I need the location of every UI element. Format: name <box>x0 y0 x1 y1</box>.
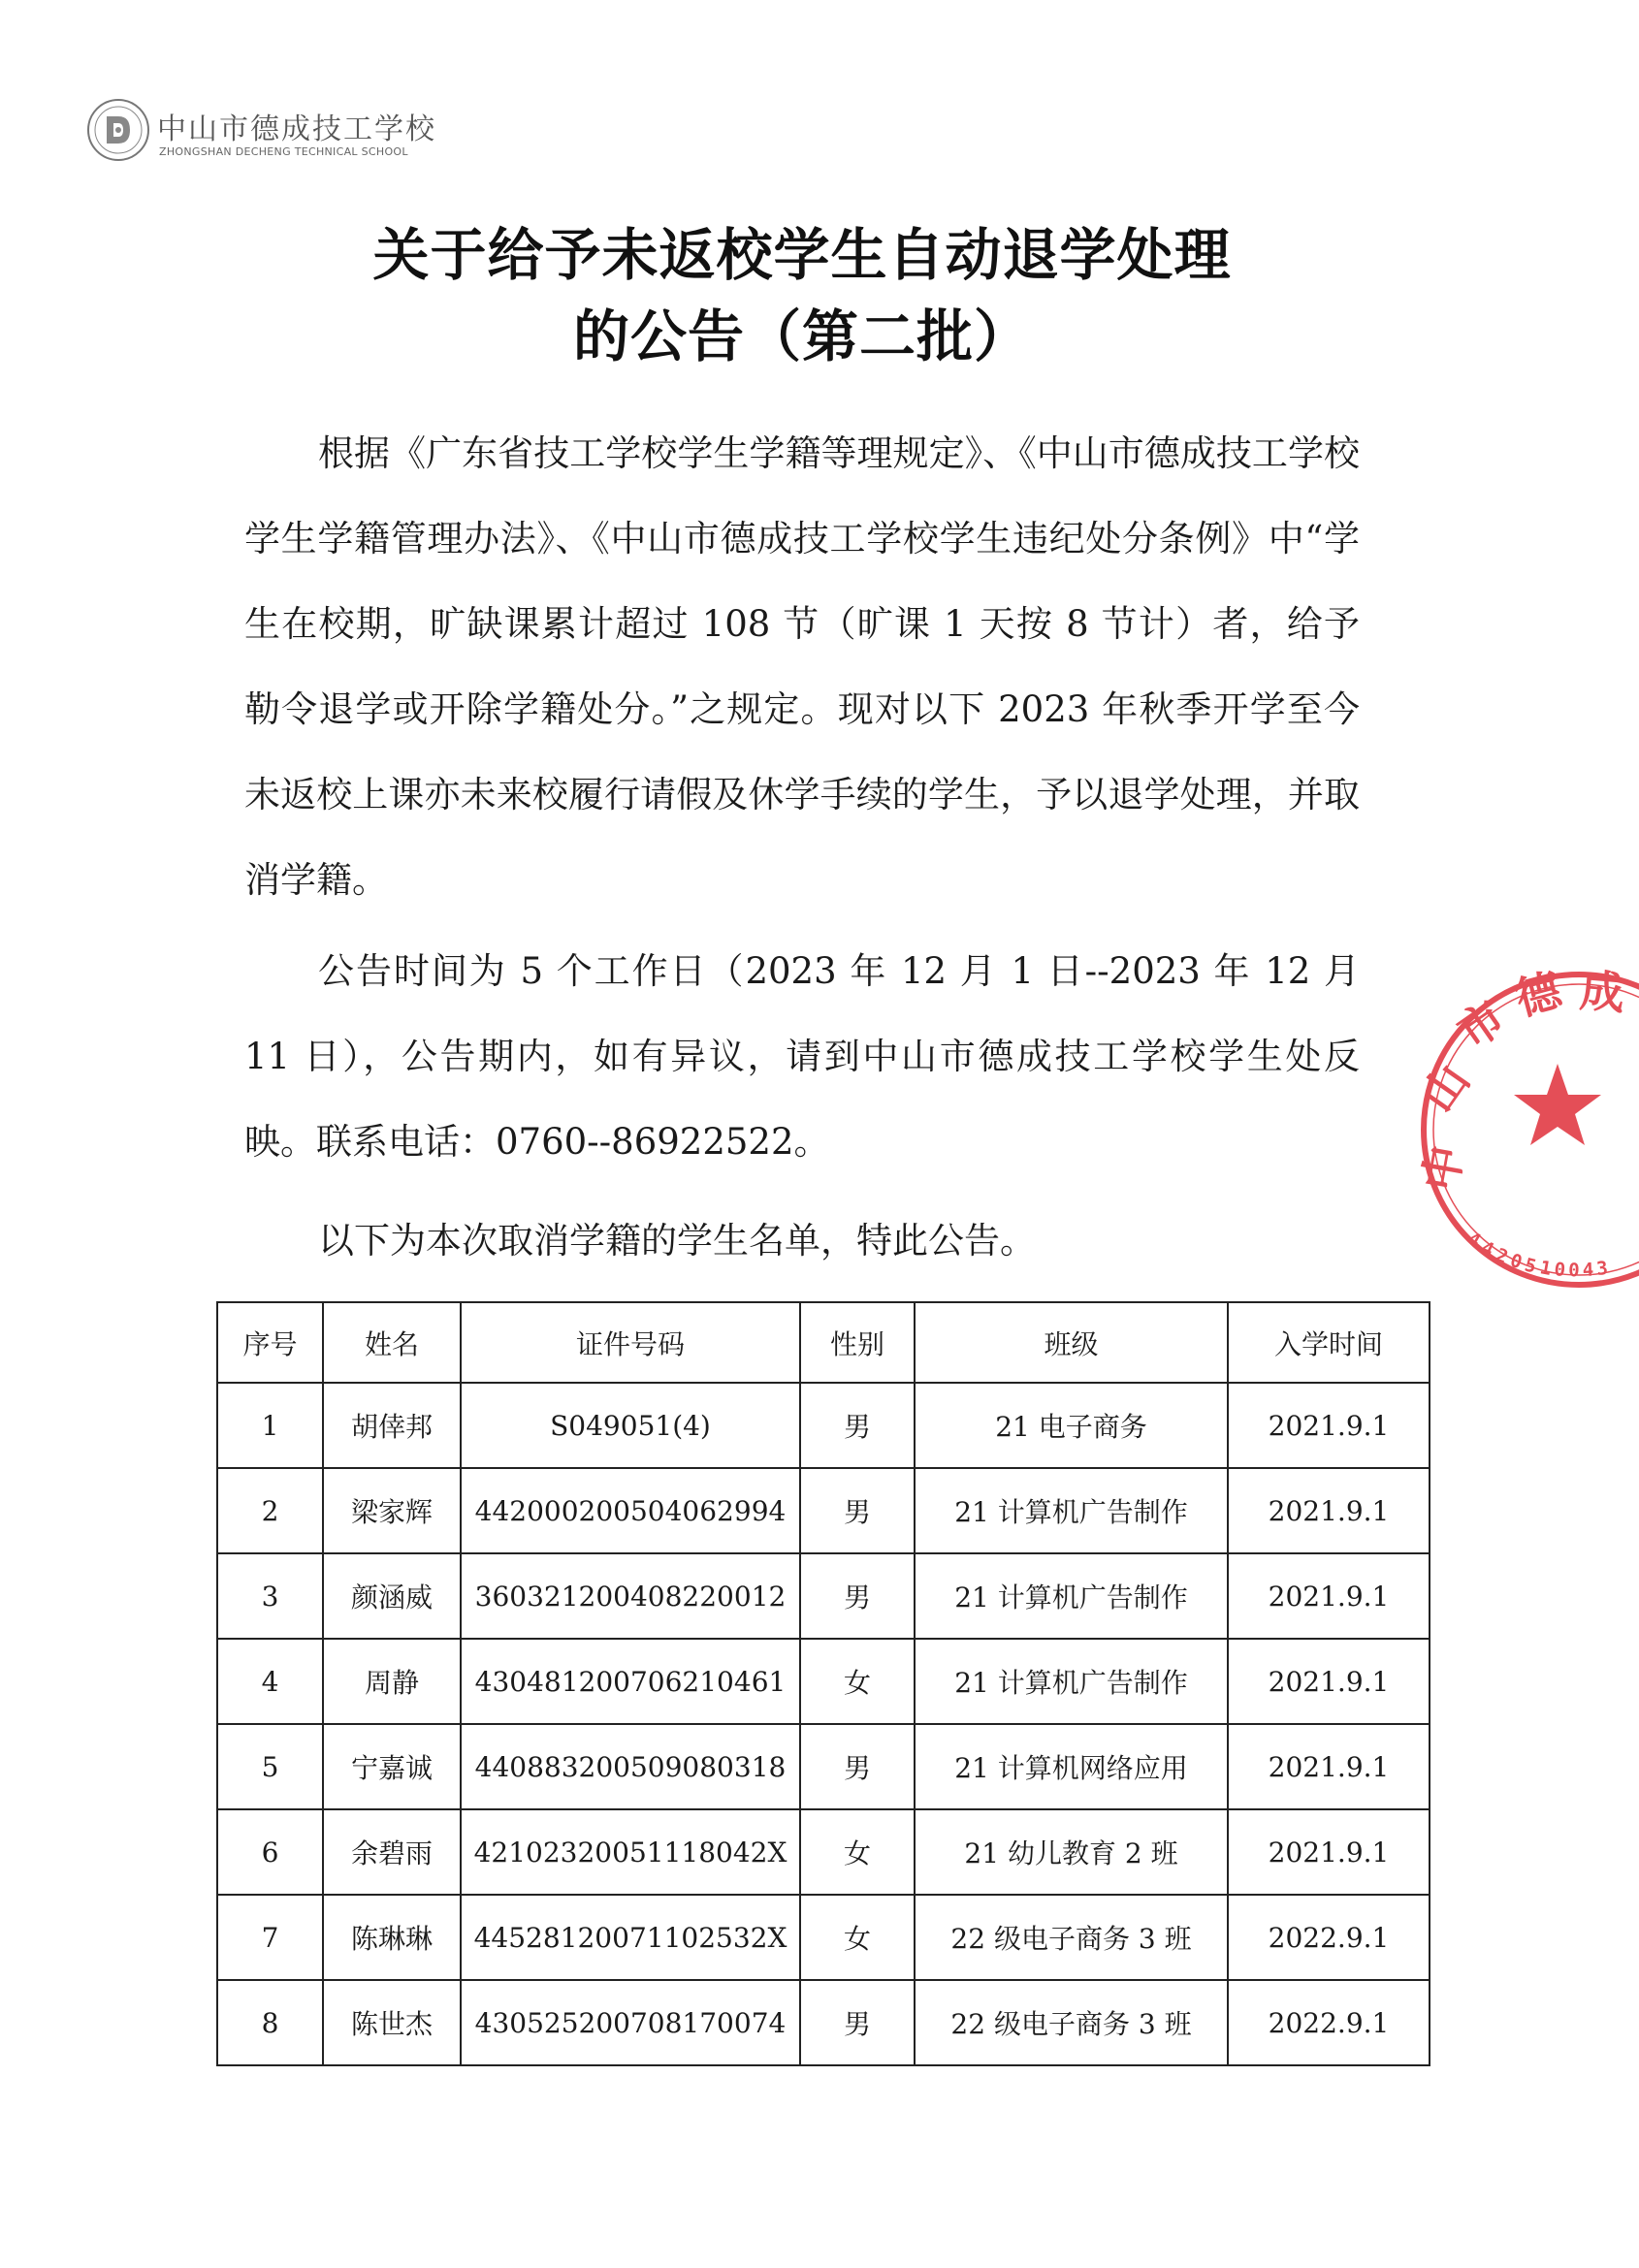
cell-gender: 男 <box>800 1980 915 2065</box>
table-row <box>217 1468 1430 1553</box>
cell-id-number: 44528120071102532X <box>461 1895 800 1980</box>
cell-seq: 3 <box>217 1553 323 1639</box>
svg-text:2: 2 <box>1493 1244 1511 1268</box>
cell-id-number: 430481200706210461 <box>461 1639 800 1724</box>
cell-gender: 女 <box>800 1809 915 1895</box>
cell-class: 21 计算机网络应用 <box>915 1724 1228 1809</box>
school-emblem-icon <box>85 97 151 163</box>
cell-name: 颜涵威 <box>323 1553 461 1639</box>
svg-text:4: 4 <box>1582 1259 1594 1281</box>
cell-seq: 4 <box>217 1639 323 1724</box>
svg-text:4: 4 <box>1463 1228 1485 1253</box>
cell-class: 21 计算机广告制作 <box>915 1468 1228 1553</box>
svg-text:市: 市 <box>1448 990 1515 1060</box>
cell-id-number: S049051(4) <box>461 1383 800 1468</box>
table-row <box>217 1809 1430 1895</box>
cell-class: 22 级电子商务 3 班 <box>915 1895 1228 1980</box>
svg-text:5: 5 <box>1522 1254 1539 1278</box>
cell-enroll-date: 2021.9.1 <box>1228 1553 1430 1639</box>
cell-enroll-date: 2021.9.1 <box>1228 1468 1430 1553</box>
cell-name: 陈世杰 <box>323 1980 461 2065</box>
school-logo <box>85 97 434 167</box>
cell-class: 21 计算机广告制作 <box>915 1553 1228 1639</box>
paragraph-list-intro: 以下为本次取消学籍的学生名单，特此公告。 <box>318 1220 1036 1262</box>
cell-enroll-date: 2022.9.1 <box>1228 1895 1430 1980</box>
svg-text:4: 4 <box>1477 1236 1497 1262</box>
cell-gender: 男 <box>800 1383 915 1468</box>
cell-seq: 1 <box>217 1383 323 1468</box>
header-enroll-date: 入学时间 <box>1228 1302 1430 1383</box>
cell-gender: 女 <box>800 1895 915 1980</box>
cell-gender: 男 <box>800 1553 915 1639</box>
cell-seq: 7 <box>217 1895 323 1980</box>
cell-gender: 男 <box>800 1468 915 1553</box>
svg-text:山: 山 <box>1410 1054 1480 1122</box>
table-row <box>217 1980 1430 2065</box>
cell-name: 余碧雨 <box>323 1809 461 1895</box>
header-name: 姓名 <box>323 1302 461 1383</box>
svg-text:中: 中 <box>1413 1141 1473 1195</box>
cell-name: 周静 <box>323 1639 461 1724</box>
cell-id-number: 442000200504062994 <box>461 1468 800 1553</box>
cell-name: 宁嘉诚 <box>323 1724 461 1809</box>
header-class: 班级 <box>915 1302 1228 1383</box>
cell-seq: 5 <box>217 1724 323 1809</box>
cell-enroll-date: 2021.9.1 <box>1228 1639 1430 1724</box>
paragraph-notice-period: 公告时间为 5 个工作日（2023 年 12 月 1 日--2023 年 12 月 11 日），公告期内，如有异议，请到中山市德成技工学校学生处反映。联系电话：0760--86922522。 <box>244 950 1360 1163</box>
cell-id-number: 42102320051118042X <box>461 1809 800 1895</box>
cell-id-number: 430525200708170074 <box>461 1980 800 2065</box>
student-list-table <box>216 1301 1430 2066</box>
cell-id-number: 440883200509080318 <box>461 1724 800 1809</box>
cell-class: 21 幼儿教育 2 班 <box>915 1809 1228 1895</box>
cell-name: 陈琳琳 <box>323 1895 461 1980</box>
cell-gender: 女 <box>800 1639 915 1724</box>
table-header-row <box>217 1302 1430 1383</box>
table-row <box>217 1639 1430 1724</box>
school-name-en: ZHONGSHAN DECHENG TECHNICAL SCHOOL <box>159 145 408 158</box>
cell-class: 22 级电子商务 3 班 <box>915 1980 1228 2065</box>
cell-enroll-date: 2021.9.1 <box>1228 1383 1430 1468</box>
cell-gender: 男 <box>800 1724 915 1809</box>
svg-text:1: 1 <box>1538 1257 1554 1280</box>
table-row <box>217 1383 1430 1468</box>
cell-enroll-date: 2021.9.1 <box>1228 1724 1430 1809</box>
svg-text:0: 0 <box>1567 1260 1581 1282</box>
table-row <box>217 1724 1430 1809</box>
svg-text:3: 3 <box>1595 1257 1609 1280</box>
cell-seq: 8 <box>217 1980 323 2065</box>
svg-text:成: 成 <box>1578 964 1627 1020</box>
header-id-number: 证件号码 <box>461 1302 800 1383</box>
header-seq: 序号 <box>217 1302 323 1383</box>
cell-seq: 6 <box>217 1809 323 1895</box>
paragraph-regulations: 根据《广东省技工学校学生学籍等理规定》、《中山市德成技工学校学生学籍管理办法》、《中山市德成技工学校学生违纪处分条例》中“学生在校期，旷缺课累计超过 108 节（旷课 1 天按 8 节计）者，给予勒令退学或开除学籍处分。”之规定。现对以下 2023 年秋季开学至今未返校上课亦未来校履行请假及休学手续的学生，予以退学处理，并取消学籍。 <box>244 432 1360 901</box>
cell-enroll-date: 2022.9.1 <box>1228 1980 1430 2065</box>
cell-name: 胡倖邦 <box>323 1383 461 1468</box>
school-name-cn: 中山市德成技工学校 <box>157 112 436 146</box>
table-row <box>217 1895 1430 1980</box>
header-gender: 性别 <box>800 1302 915 1383</box>
svg-text:德: 德 <box>1509 963 1567 1026</box>
table-row <box>217 1553 1430 1639</box>
svg-text:0: 0 <box>1553 1259 1567 1282</box>
cell-enroll-date: 2021.9.1 <box>1228 1809 1430 1895</box>
notice-title-line2: 的公告（第二批） <box>572 303 1031 369</box>
official-seal-stamp <box>1397 955 1639 1304</box>
cell-seq: 2 <box>217 1468 323 1553</box>
cell-class: 21 电子商务 <box>915 1383 1228 1468</box>
cell-name: 梁家辉 <box>323 1468 461 1553</box>
svg-text:0: 0 <box>1507 1249 1526 1274</box>
notice-title-line1: 关于给予未返校学生自动退学处理 <box>372 222 1232 288</box>
cell-class: 21 计算机广告制作 <box>915 1639 1228 1724</box>
cell-id-number: 360321200408220012 <box>461 1553 800 1639</box>
